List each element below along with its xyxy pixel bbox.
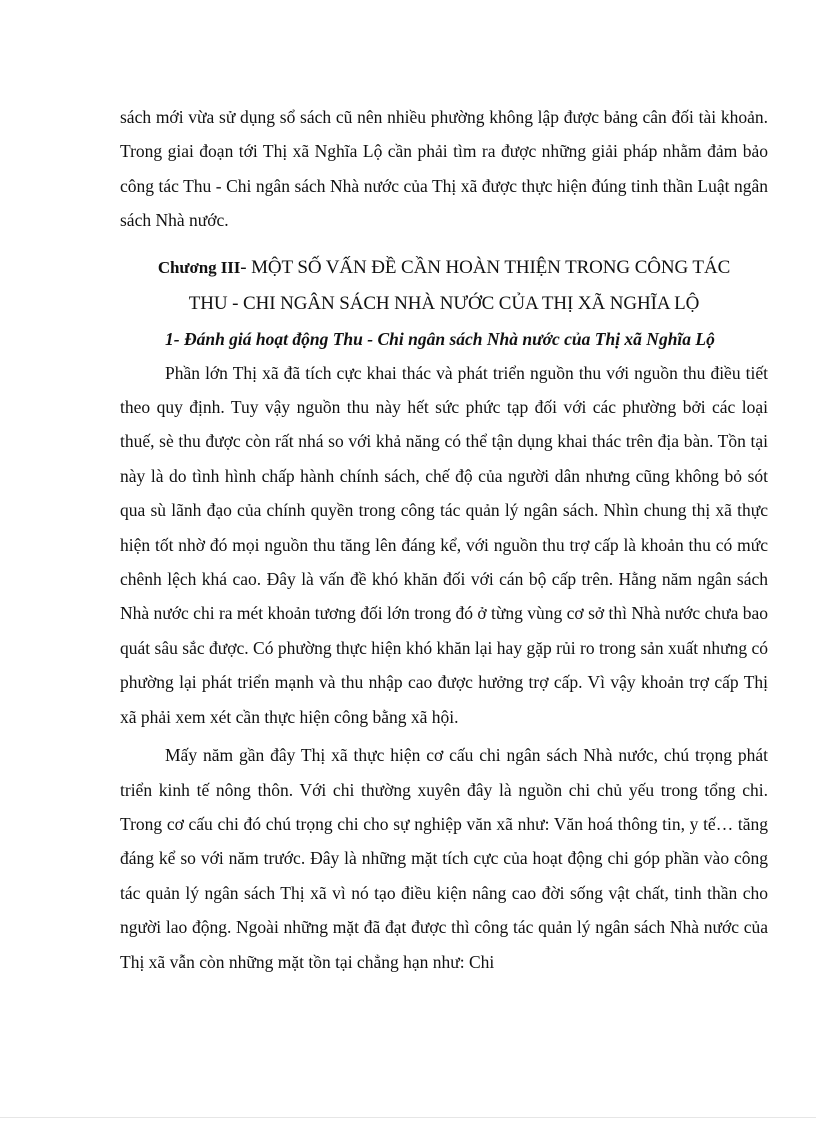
chapter-heading xyxy=(120,250,768,322)
body-paragraph-2: Mấy năm gần đây Thị xã thực hiện cơ cấu chi ngân sách Nhà nước, chú trọng phát triển kinh tế nông thôn. Với chi thường xuyên đây là nguồn chi chủ yếu trong tổng chi. Trong cơ cấu chi đó chú trọng chi cho sự nghiệp văn xã như: Văn hoá thông tin, y tế… tăng đáng kể so với năm trước. Đây là những mặt tích cực của hoạt động chi góp phần vào công tác quản lý ngân sách Thị xã vì nó tạo điều kiện nâng cao đời sống vật chất, tinh thần cho người lao động. Ngoài những mặt đã đạt được thì công tác quản lý ngân sách Nhà nước của Thị xã vẫn còn những mặt tồn tại chẳng hạn như: Chi xyxy=(120,745,768,972)
page-bottom-divider xyxy=(0,1117,816,1118)
chapter-title-part-1: - MỘT SỐ VẤN ĐỀ CẦN HOÀN THIỆN TRONG CÔNG TÁC xyxy=(240,256,731,278)
body-paragraph-1: Phần lớn Thị xã đã tích cực khai thác và phát triển nguồn thu với nguồn thu điều tiết theo quy định. Tuy vậy nguồn thu này hết sức phức tạp đối với các phường bởi các loại thuế, sè thu được còn rất nhá so với khả năng có thể tận dụng khai thác trên địa bàn. Tồn tại này là do tình hình chấp hành chính sách, chế độ của người dân nhưng cũng không bỏ sót qua sù lãnh đạo của chính quyền trong công tác quản lý ngân sách. Nhìn chung thị xã thực hiện tốt nhờ đó mọi nguồn thu tăng lên đáng kể, với nguồn thu trợ cấp là khoản thu có mức chênh lệch khá cao. Đây là vấn đề khó khăn đối với cán bộ cấp trên. Hằng năm ngân sách Nhà nước chi ra mét khoản tương đối lớn trong đó ở từng vùng cơ sở thì Nhà nước chưa bao quát sâu sắc được. Có phường thực hiện khó khăn lại hay gặp rủi ro trong sản xuất nhưng có phường lại phát triển mạnh và thu nhập cao được hưởng trợ cấp. Vì vậy khoản trợ cấp Thị xã phải xem xét cần thực hiện công bằng xã hội. xyxy=(120,362,768,727)
chapter-label: Chương III xyxy=(157,257,241,277)
chapter-title-line-1 xyxy=(120,250,768,286)
intro-paragraph: sách mới vừa sử dụng sổ sách cũ nên nhiều phường không lập được bảng cân đối tài khoản. Trong giai đoạn tới Thị xã Nghĩa Lộ cần phải tìm ra được những giải pháp nhằm đảm bảo công tác Thu - Chi ngân sách Nhà nước của Thị xã được thực hiện đúng tinh thần Luật ngân sách Nhà nước. xyxy=(120,107,768,231)
page-content xyxy=(120,100,768,979)
section-heading: 1- Đánh giá hoạt động Thu - Chi ngân sách Nhà nước của Thị xã Nghĩa Lộ xyxy=(165,328,715,349)
chapter-title-line-2: THU - CHI NGÂN SÁCH NHÀ NƯỚC CỦA THỊ XÃ NGHĨA LỘ xyxy=(188,292,700,314)
